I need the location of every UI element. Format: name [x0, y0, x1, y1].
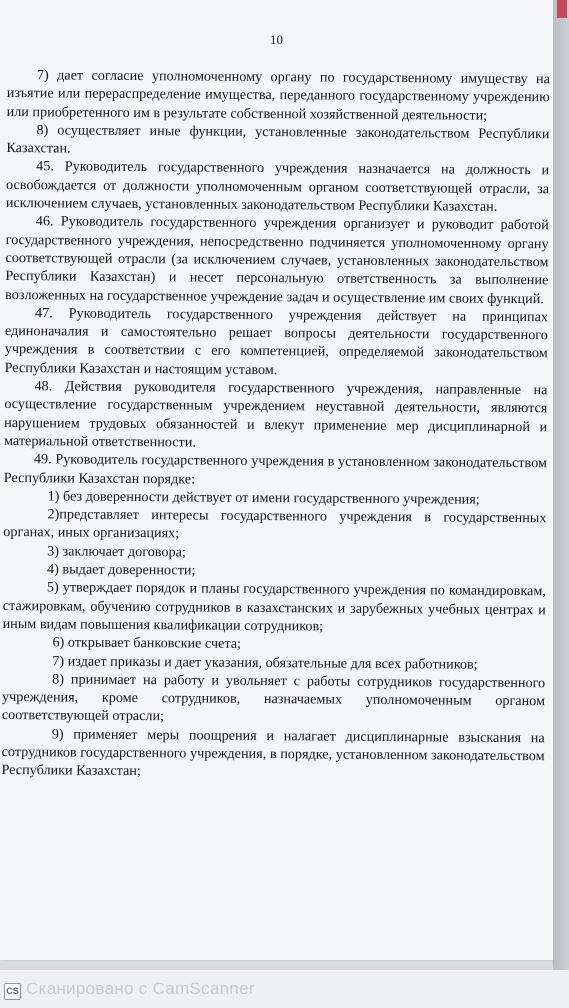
list-item-4: 4) выдает доверенности; [46, 561, 196, 579]
list-item-9: 9) применяет меры поощрения и налагает дисциплинарные взыскания на сотрудников государственного учреждения, в порядке, установленном законодательством Республики Казахстан; [1, 726, 545, 780]
paragraph-clause-47: 47. Руководитель государственного учреждения действует на принципах единоначалия и самостоятельно решает вопросы деятельности государственного учреждения в соответствии с его компетенцией, определяемой законодательством Республики Казахстан и настоящим уставом. [4, 305, 549, 378]
page-edge-shadow [553, 0, 569, 1008]
corner-bookmark [557, 0, 567, 18]
paragraph-clause-49: 49. Руководитель государственного учреждения в установленном законодательством Республики Казахстан порядке: [3, 451, 547, 488]
list-item-1: 1) без доверенности действует от имени государственного учреждения; [47, 488, 480, 508]
scan-watermark-label: Сканировано с CamScanner [26, 979, 255, 998]
list-item-6: 6) открывает банковские счета; [52, 634, 242, 653]
paragraph-item-7: 7) дает согласие уполномоченному органу по государственному имуществу на изъятие или перераспределение имущества, переданного государственному учреждению или приобретенного им в результате собственной хозяйственной деятельности; [6, 67, 550, 124]
document-body [1, 66, 550, 784]
list-item-7: 7) издает приказы и дает указания, обязательные для всех работников; [52, 652, 478, 673]
paragraph-clause-46: 46. Руководитель государственного учреждения организует и руководит работой государственного учреждения, непосредственно подчиняется уполномоченному органу соответствующей отрасли (за исключением случаев, установленных законодательством Республики Казахстан) и несет персональную ответственность за выполнение возложенных на государственное учреждение задач и осуществление им своих функций. [5, 213, 549, 307]
list-item-3: 3) заключает договора; [47, 543, 186, 561]
paragraph-item-8: 8) осуществляет иные функции, установленные законодательством Республики Казахстан. [6, 122, 550, 157]
camscanner-logo-icon: CS [4, 983, 21, 1000]
list-item-5: 5) утверждает порядок и планы государственного учреждения по командировкам, стажировкам, обучению сотрудников в казахстанских и зарубежных учебных центрах и иным видам повышения квалификации сотрудников; [2, 579, 546, 635]
list-item-2: 2)представляет интересы государственного учреждения в государственных органах, иных организациях; [3, 506, 547, 542]
paragraph-clause-48: 48. Действия руководителя государственного учреждения, направленные на осуществление государственным учреждением неуставной деятельности, являются нарушением трудовых обязанностей и влекут применение мер дисциплинарной и материальной ответственности. [3, 378, 548, 451]
paragraph-clause-45: 45. Руководитель государственного учреждения назначается на должность и освобождается от должности уполномоченным органом соответствующей отрасли, за исключением случаев, установленных законодательством Республики Казахстан. [5, 158, 550, 215]
page-number: 10 [270, 32, 283, 47]
scanner-watermark-bar [0, 970, 569, 1008]
list-item-8: 8) принимает на работу и увольняет с работы сотрудников государственного учреждения, кроме сотрудников, назначаемых уполномоченным органом соответствующей отрасли; [1, 671, 546, 725]
